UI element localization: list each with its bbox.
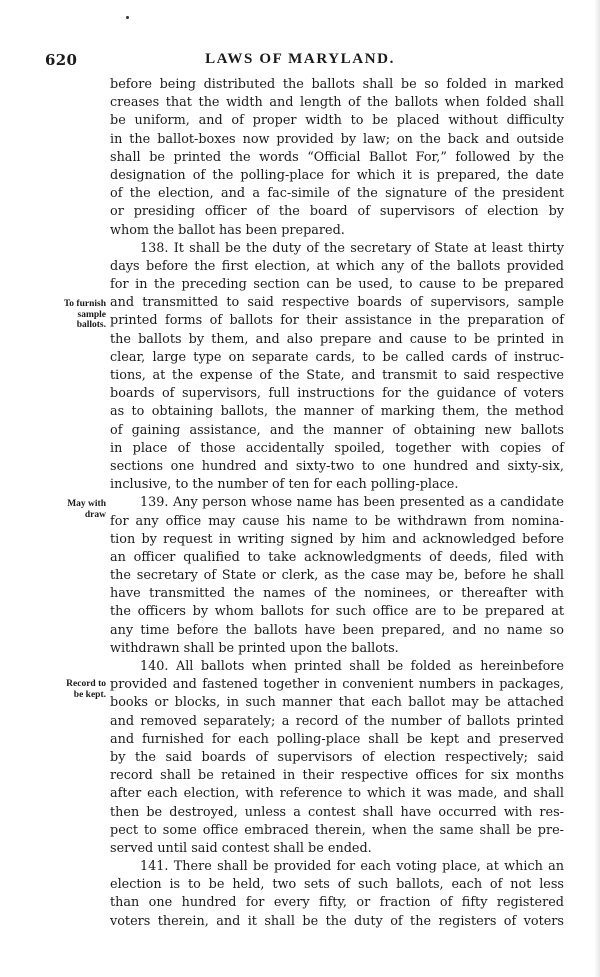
text-line: of gaining assistance, and the manner of obtaining new ballots <box>110 422 564 438</box>
body-text <box>110 76 564 931</box>
text-line: before being distributed the ballots shall be so folded in marked <box>110 77 564 92</box>
margin-note-may-withdraw <box>44 499 106 520</box>
page-edge-shadow <box>594 0 600 977</box>
section-138-start: 138. It shall be the duty of the secretary of State at least thirty <box>140 240 564 256</box>
text-line: withdrawn shall be printed upon the ballots. <box>110 640 399 656</box>
text-line: tion by request in writing signed by him and acknowledged before <box>110 531 564 547</box>
ink-speck <box>126 16 129 19</box>
margin-note-line: draw <box>84 509 106 520</box>
margin-note-line: ballots. <box>76 320 106 330</box>
text-line: any time before the ballots have been prepared, and no name so <box>110 622 564 638</box>
text-line: for any office may cause his name to be withdrawn from nomina- <box>110 513 564 529</box>
section-140-start: 140. All ballots when printed shall be folded as hereinbefore <box>140 659 564 674</box>
text-line: record shall be retained in their respective offices for six months <box>110 768 564 784</box>
margin-note-line: be kept. <box>73 689 106 700</box>
text-line: have transmitted the names of the nominees, or thereafter with <box>110 586 564 602</box>
text-line: then be destroyed, unless a contest shall have occurred with res- <box>110 804 564 820</box>
text-line: creases that the width and length of the ballots when folded shall <box>110 95 564 111</box>
text-line: for in the preceding section can be used, to cause to be prepared <box>110 277 564 293</box>
text-line: election is to be held, two sets of such ballots, each of not less <box>110 877 564 893</box>
text-line: shall be printed the words “Official Ballot For,” followed by the <box>110 149 564 165</box>
text-line: in the ballot-boxes now provided by law; on the back and outside <box>110 131 564 147</box>
text-line: inclusive, to the number of ten for each polling-place. <box>110 477 459 493</box>
margin-note-line: Record to <box>66 679 106 689</box>
text-line: boards of supervisors, full instructions for the guidance of voters <box>110 386 564 402</box>
text-line: in place of those accidentally spoiled, together with copies of <box>110 440 564 456</box>
text-line: voters therein, and it shall be the duty of the registers of voters <box>110 913 564 929</box>
text-line: books or blocks, in such manner that each ballot may be attached <box>110 695 564 711</box>
text-line: the officers by whom ballots for such office are to be prepared at <box>110 604 564 620</box>
text-line: and furnished for each polling-place shall be kept and preserved <box>110 731 564 747</box>
text-line: the ballots by them, and also prepare and cause to be printed in <box>110 331 564 347</box>
section-141-start: 141. There shall be provided for each voting place, at which an <box>140 859 564 875</box>
text-line: provided and fastened together in convenient numbers in packages, <box>110 677 564 693</box>
text-line: and removed separately; a record of the number of ballots printed <box>110 713 564 729</box>
page-header <box>0 51 600 71</box>
text-line: days before the first election, at which any of the ballots provided <box>110 258 564 274</box>
text-line: as to obtaining ballots, the manner of marking them, the method <box>110 404 564 420</box>
text-line: an officer qualified to take acknowledgments of deeds, filed with <box>110 549 564 565</box>
text-line: and transmitted to said respective boards of supervisors, sample <box>110 295 564 311</box>
text-line: tions, at the expense of the State, and transmit to said respective <box>110 368 564 383</box>
margin-note-line: sample <box>77 309 106 320</box>
text-line: designation of the polling-place for which it is prepared, the date <box>110 167 564 183</box>
text-line: after each election, with reference to which it was made, and shall <box>110 786 564 802</box>
text-line: or presiding officer of the board of supervisors of election by <box>110 204 564 220</box>
margin-note-line: May with <box>67 499 106 509</box>
text-line: sections one hundred and sixty-two to one hundred and sixty-six, <box>110 458 564 474</box>
text-line: of the election, and a fac-simile of the signature of the president <box>110 186 564 202</box>
margin-note-sample-ballots <box>44 299 106 331</box>
page-number: 620 <box>45 51 78 69</box>
text-line: whom the ballot has been prepared. <box>110 222 345 238</box>
text-line: served until said contest shall be ended. <box>110 840 372 856</box>
text-line: than one hundred for every fifty, or fraction of fifty registered <box>110 895 564 911</box>
text-line: printed forms of ballots for their assistance in the preparation of <box>110 313 564 329</box>
text-line: clear, large type on separate cards, to be called cards of instruc- <box>110 349 564 365</box>
text-line: the secretary of State or clerk, as the case may be, before he shall <box>110 568 564 584</box>
running-title: LAWS OF MARYLAND. <box>205 51 395 67</box>
section-139-start: 139. Any person whose name has been presented as a candidate <box>140 495 564 511</box>
margin-note-record-kept <box>44 679 106 700</box>
text-line: pect to some office embraced therein, when the same shall be pre- <box>110 822 564 838</box>
text-line: by the said boards of supervisors of election respectively; said <box>110 749 564 765</box>
text-line: be uniform, and of proper width to be placed without difficulty <box>110 113 564 129</box>
margin-note-line: To furnish <box>63 299 106 309</box>
